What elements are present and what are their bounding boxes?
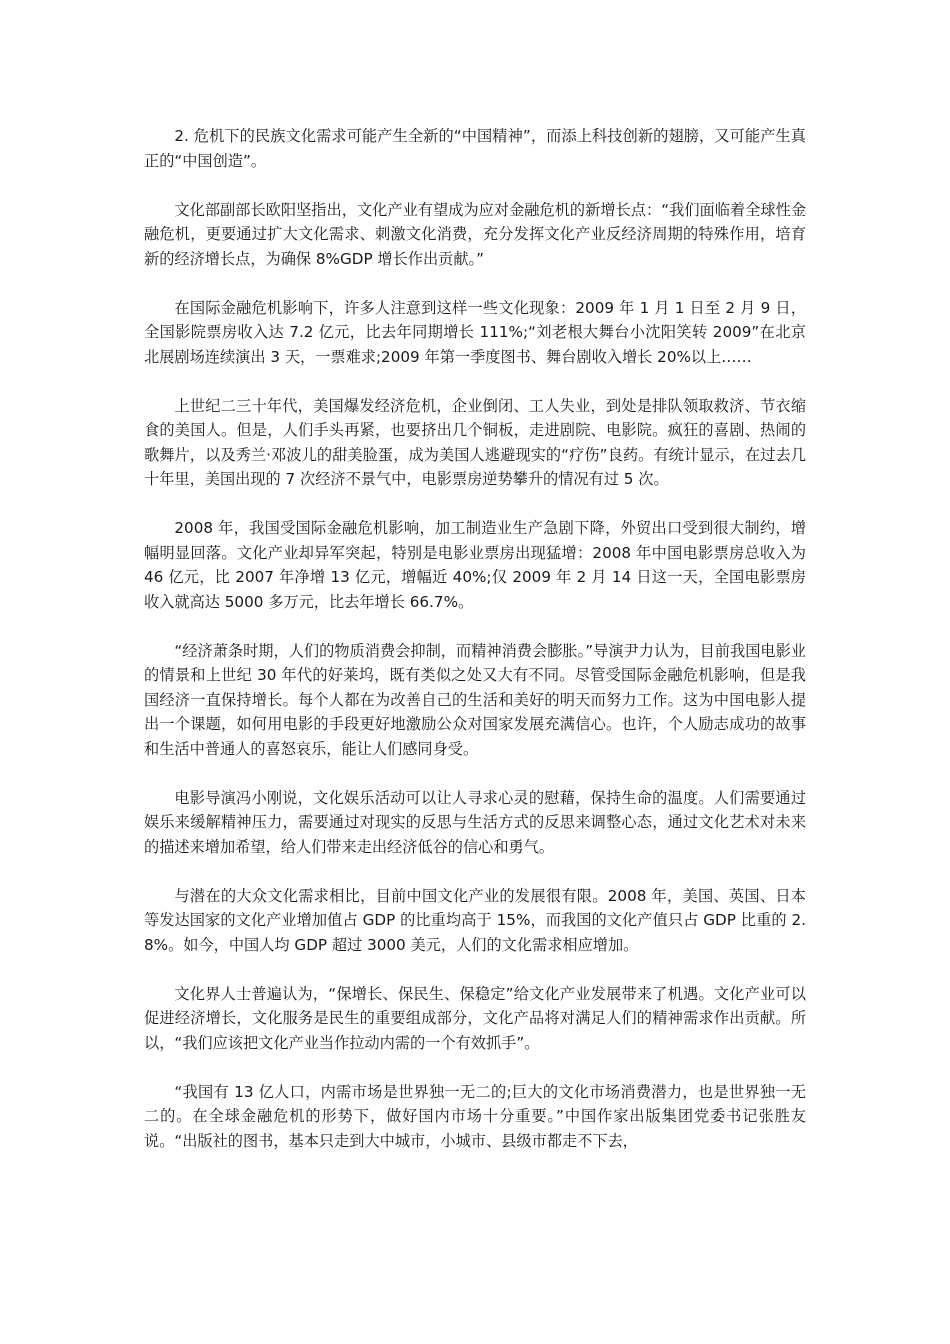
paragraph-4: 上世纪二三十年代，美国爆发经济危机，企业倒闭、工人失业，到处是排队领取救济、节衣缩食的美国人。但是，人们手头再紧，也要挤出几个铜板，走进剧院、电影院。疯狂的喜剧、热闹的歌舞片，以及秀兰·邓波儿的甜美脸蛋，成为美国人逃避现实的“疗伤”良药。有统计显示，在过去几十年里，美国出现的 7 次经济不景气中，电影票房逆势攀升的情况有过 5 次。 xyxy=(144,396,806,488)
document-body xyxy=(144,124,806,1153)
paragraph-9: 文化界人士普遍认为，“保增长、保民生、保稳定”给文化产业发展带来了机遇。文化产业可以促进经济增长，文化服务是民生的重要组成部分，文化产品将对满足人们的精神需求作出贡献。所以，“我们应该把文化产业当作拉动内需的一个有效抓手”。 xyxy=(144,984,806,1052)
paragraph-6: “经济萧条时期，人们的物质消费会抑制，而精神消费会膨胀。”导演尹力认为，目前我国电影业的情景和上世纪 30 年代的好莱坞，既有类似之处又大有不同。尽管受国际金融危机影响，但是我国经济一直保持增长。每个人都在为改善自己的生活和美好的明天而努力工作。这为中国电影人提出一个课题，如何用电影的手段更好地激励公众对国家发展充满信心。也许，个人励志成功的故事和生活中普通人的喜怒哀乐，能让人们感同身受。 xyxy=(144,641,806,758)
paragraph-7: 电影导演冯小刚说，文化娱乐活动可以让人寻求心灵的慰藉，保持生命的温度。人们需要通过娱乐来缓解精神压力，需要通过对现实的反思与生活方式的反思来调整心态，通过文化艺术对未来的描述来增加希望，给人们带来走出经济低谷的信心和勇气。 xyxy=(144,788,806,856)
paragraph-10: “我国有 13 亿人口，内需市场是世界独一无二的;巨大的文化市场消费潜力，也是世界独一无二的。在全球金融危机的形势下，做好国内市场十分重要。”中国作家出版集团党委书记张胜友说。“出版社的图书，基本只走到大中城市，小城市、县级市都走不下去， xyxy=(144,1082,806,1150)
paragraph-2: 文化部副部长欧阳坚指出，文化产业有望成为应对金融危机的新增长点：“我们面临着全球性金融危机，更要通过扩大文化需求、刺激文化消费，充分发挥文化产业反经济周期的特殊作用，培育新的经济增长点，为确保 8%GDP 增长作出贡献。” xyxy=(144,200,806,268)
paragraph-5: 2008 年，我国受国际金融危机影响，加工制造业生产急剧下降，外贸出口受到很大制约，增幅明显回落。文化产业却异军突起，特别是电影业票房出现猛增：2008 年中国电影票房总收入为 46 亿元，比 2007 年净增 13 亿元，增幅近 40%;仅 2009 年 2 月 14 日这一天，全国电影票房收入就高达 5000 多万元，比去年增长 66.7%。 xyxy=(144,519,806,611)
paragraph-1: 2. 危机下的民族文化需求可能产生全新的“中国精神”，而添上科技创新的翅膀，又可能产生真正的“中国创造”。 xyxy=(144,127,806,170)
paragraph-3: 在国际金融危机影响下，许多人注意到这样一些文化现象：2009 年 1 月 1 日至 2 月 9 日，全国影院票房收入达 7.2 亿元，比去年同期增长 111%;“刘老根大舞台小沈阳笑转 2009”在北京北展剧场连续演出 3 天，一票难求;2009 年第一季度图书、舞台剧收入增长 20%以上…… xyxy=(144,298,806,366)
paragraph-8: 与潜在的大众文化需求相比，目前中国文化产业的发展很有限。2008 年，美国、英国、日本等发达国家的文化产业增加值占 GDP 的比重均高于 15%，而我国的文化产值只占 GDP 比重的 2.8%。如今，中国人均 GDP 超过 3000 美元，人们的文化需求相应增加。 xyxy=(144,886,806,954)
